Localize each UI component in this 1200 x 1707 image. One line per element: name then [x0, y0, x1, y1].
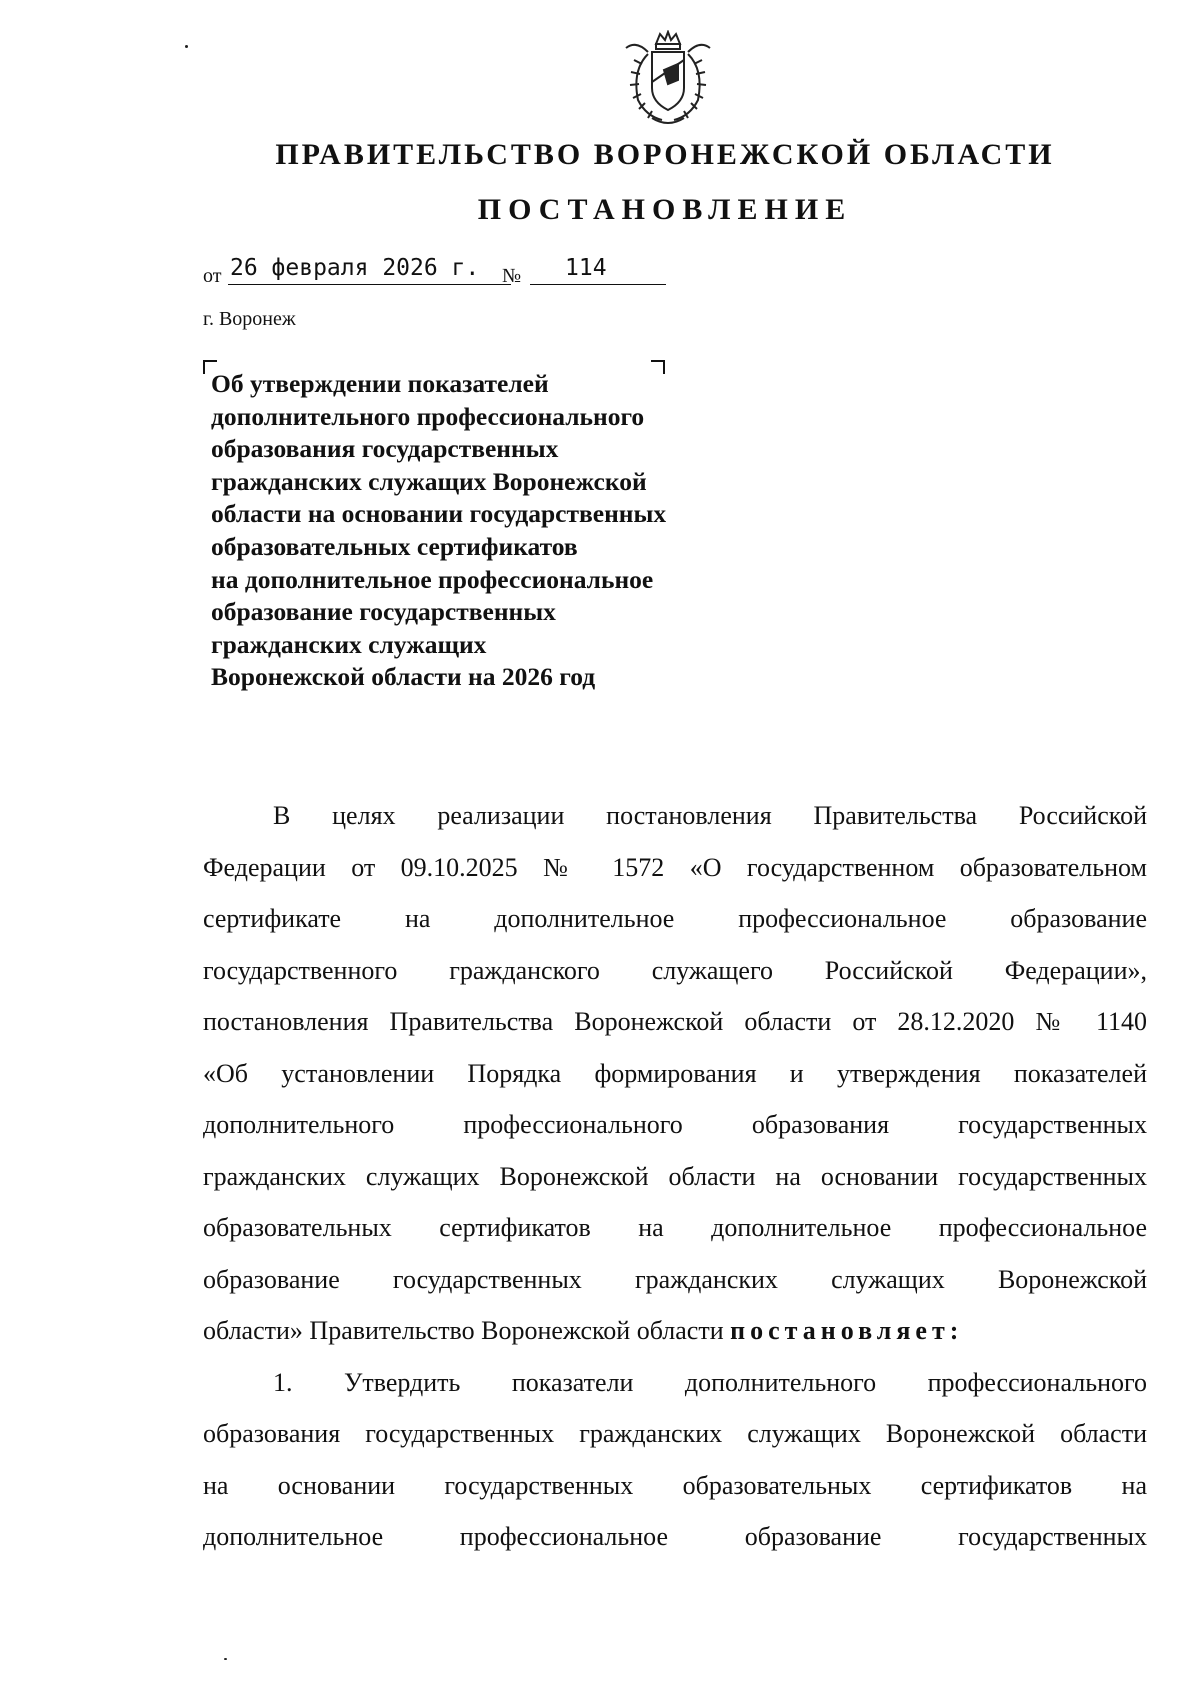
- body-line: сертификате на дополнительное профессиональное образование: [203, 904, 1147, 933]
- city-label: г. Воронеж: [203, 308, 296, 330]
- subject-line: на дополнительное профессиональное: [211, 564, 654, 594]
- body-line: 1. Утвердить показатели дополнительного профессионального: [273, 1367, 1147, 1397]
- body-line: гражданских служащих Воронежской области на основании государственных: [203, 1161, 1147, 1191]
- decree-colon: :: [949, 1316, 959, 1345]
- subject-line: гражданских служащих Воронежской: [211, 466, 647, 496]
- subject-line: образования государственных: [211, 434, 559, 464]
- voronezh-coat-of-arms-icon: [612, 30, 724, 130]
- subject-line: образовательных сертификатов: [211, 531, 578, 561]
- document-subject: [211, 368, 711, 694]
- body-line: постановления Правительства Воронежской области от 28.12.2020 № 1140: [203, 1007, 1147, 1036]
- body-line-text: области» Правительство Воронежской области: [203, 1316, 731, 1345]
- body-line: образование государственных гражданских служащих Воронежской: [203, 1264, 1147, 1294]
- document-type-title: ПОСТАНОВЛЕНИЕ: [477, 193, 853, 226]
- subject-line: дополнительного профессионального: [211, 401, 645, 431]
- body-line: Федерации от 09.10.2025 № 1572 «О государственном образовательном: [203, 852, 1147, 882]
- body-line: дополнительного профессионального образования государственных: [203, 1110, 1147, 1139]
- date-prefix-label: от: [203, 265, 222, 287]
- body-line: на основании государственных образовательных сертификатов на: [203, 1470, 1147, 1500]
- body-line: государственного гражданского служащего Российской Федерации»,: [203, 955, 1147, 985]
- body-line: образовательных сертификатов на дополнительное профессиональное: [203, 1213, 1147, 1242]
- document-date-number-row: [203, 255, 673, 289]
- body-line: «Об установлении Порядка формирования и утверждения показателей: [203, 1058, 1147, 1088]
- date-underline: [228, 284, 511, 285]
- document-number-value: 114: [565, 255, 607, 281]
- body-line-decree: [203, 1305, 1147, 1357]
- subject-line: области на основании государственных: [211, 499, 667, 529]
- body-line: образования государственных гражданских служащих Воронежской области: [203, 1419, 1147, 1448]
- document-body: [203, 790, 1147, 1563]
- document-date-value: 26 февраля 2026 г.: [230, 255, 480, 281]
- body-line: В целях реализации постановления Правительства Российской: [273, 801, 1147, 830]
- scan-speck: [224, 1658, 227, 1660]
- subject-line: Воронежской области на 2026 год: [211, 662, 596, 692]
- number-prefix-label: №: [502, 265, 522, 287]
- decree-keyword: постановляет: [730, 1316, 950, 1345]
- organization-title: ПРАВИТЕЛЬСТВО ВОРОНЕЖСКОЙ ОБЛАСТИ: [275, 138, 1055, 171]
- scan-speck: [185, 45, 188, 48]
- subject-line: гражданских служащих: [211, 629, 487, 659]
- number-underline: [530, 284, 666, 285]
- body-line: дополнительное профессиональное образование государственных: [203, 1522, 1147, 1551]
- subject-line: Об утверждении показателей: [211, 369, 549, 398]
- subject-line: образование государственных: [211, 597, 556, 627]
